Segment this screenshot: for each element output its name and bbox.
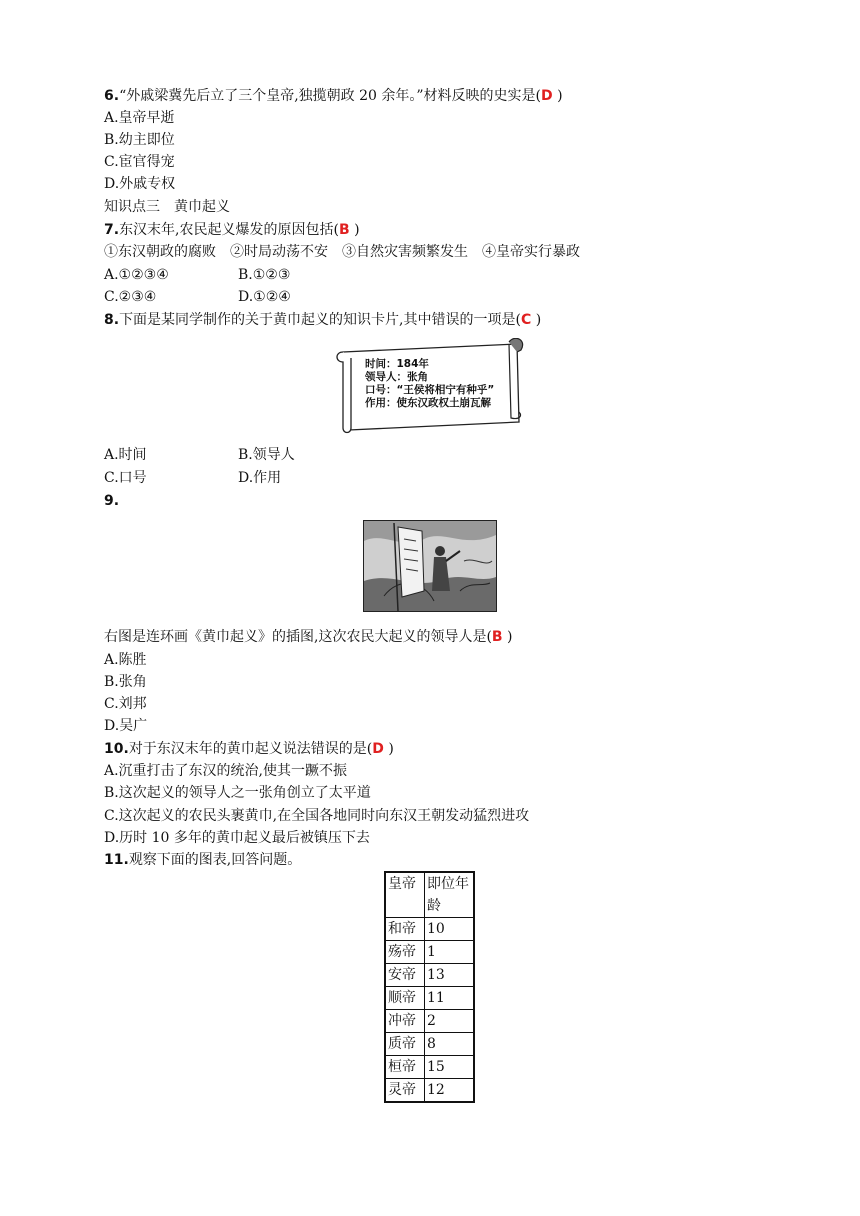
card-line-slogan: 口号：“王侯将相宁有种乎” bbox=[365, 384, 495, 396]
emperor-name-cell: 和帝 bbox=[385, 918, 425, 941]
table-row bbox=[385, 987, 474, 1010]
emperor-name-cell: 灵帝 bbox=[385, 1079, 425, 1103]
question-number: 8. bbox=[104, 312, 120, 328]
option-d: D.①②④ bbox=[238, 289, 291, 305]
table-row bbox=[385, 1079, 474, 1103]
option-a: A.时间 bbox=[104, 447, 147, 463]
option-c: C.宦官得宠 bbox=[104, 154, 175, 170]
card-line-time: 时间：184年 bbox=[365, 358, 429, 370]
option-b: B.张角 bbox=[104, 674, 147, 690]
option-c: C.口号 bbox=[104, 470, 147, 486]
option-b: B.这次起义的领导人之一张角创立了太平道 bbox=[104, 785, 371, 801]
question-number: 11. bbox=[104, 852, 129, 868]
question-9: 右图是连环画《黄巾起义》的插图,这次农民大起义的领导人是(B ) bbox=[104, 629, 513, 645]
emperor-name-cell: 质帝 bbox=[385, 1033, 425, 1056]
question-number: 7. bbox=[104, 222, 120, 238]
answer-mark: D bbox=[541, 88, 553, 104]
question-stem: 对于东汉末年的黄巾起义说法错误的是( bbox=[128, 741, 373, 757]
question-10: 10.对于东汉末年的黄巾起义说法错误的是(D ) bbox=[104, 741, 394, 757]
table-header-cell: 皇帝 bbox=[385, 872, 425, 918]
option-a: A.①②③④ bbox=[104, 267, 169, 283]
table-row bbox=[385, 1033, 474, 1056]
table-row bbox=[385, 941, 474, 964]
question-7: 7.东汉末年,农民起义爆发的原因包括(B ) bbox=[104, 222, 360, 238]
table-row bbox=[385, 1056, 474, 1079]
emperor-name-cell: 桓帝 bbox=[385, 1056, 425, 1079]
question-number: 10. bbox=[104, 741, 129, 757]
answer-mark: B bbox=[338, 222, 350, 238]
section-heading: 知识点三 黄巾起义 bbox=[104, 199, 230, 215]
option-d: D.作用 bbox=[238, 470, 282, 486]
question-6: 6.“外戚梁冀先后立了三个皇帝,独揽朝政 20 余年。”材料反映的史实是(D ) bbox=[104, 88, 563, 104]
question-8: 8.下面是某同学制作的关于黄巾起义的知识卡片,其中错误的一项是(C ) bbox=[104, 312, 542, 328]
statements: ①东汉朝政的腐败 ②时局动荡不安 ③自然灾害频繁发生 ④皇帝实行暴政 bbox=[104, 244, 580, 260]
accession-age-cell: 10 bbox=[425, 918, 475, 941]
option-b: B.领导人 bbox=[238, 447, 295, 463]
answer-mark: C bbox=[520, 312, 532, 328]
emperor-name-cell: 冲帝 bbox=[385, 1010, 425, 1033]
accession-age-cell: 12 bbox=[425, 1079, 475, 1103]
accession-age-cell: 8 bbox=[425, 1033, 475, 1056]
illustration-drawing bbox=[364, 521, 496, 611]
question-stem: 右图是连环画《黄巾起义》的插图,这次农民大起义的领导人是( bbox=[104, 629, 492, 645]
option-c: C.②③④ bbox=[104, 289, 157, 305]
table-row bbox=[385, 918, 474, 941]
comic-illustration bbox=[363, 520, 497, 612]
emperor-age-table bbox=[384, 871, 475, 1103]
answer-mark: B bbox=[491, 629, 503, 645]
card-line-leader: 领导人：张角 bbox=[365, 371, 428, 383]
option-b: B.幼主即位 bbox=[104, 132, 175, 148]
table-header-row bbox=[385, 872, 474, 918]
accession-age-cell: 13 bbox=[425, 964, 475, 987]
accession-age-cell: 2 bbox=[425, 1010, 475, 1033]
question-11 bbox=[104, 850, 301, 870]
emperor-name-cell: 安帝 bbox=[385, 964, 425, 987]
answer-mark: D bbox=[372, 741, 384, 757]
question-stem: 观察下面的图表,回答问题。 bbox=[128, 852, 302, 868]
emperor-name-cell: 顺帝 bbox=[385, 987, 425, 1010]
accession-age-cell: 15 bbox=[425, 1056, 475, 1079]
option-a: A.陈胜 bbox=[104, 652, 147, 668]
option-a: A.皇帝早逝 bbox=[104, 110, 175, 126]
table-row bbox=[385, 964, 474, 987]
question-stem: 下面是某同学制作的关于黄巾起义的知识卡片,其中错误的一项是( bbox=[119, 312, 521, 328]
question-9-number: 9. bbox=[104, 493, 120, 509]
knowledge-card bbox=[333, 338, 529, 436]
option-b: B.①②③ bbox=[238, 267, 291, 283]
option-d: D.历时 10 多年的黄巾起义最后被镇压下去 bbox=[104, 830, 370, 846]
emperor-name-cell: 殇帝 bbox=[385, 941, 425, 964]
option-c: C.这次起义的农民头裹黄巾,在全国各地同时向东汉王朝发动猛烈进攻 bbox=[104, 808, 530, 824]
question-stem: “外戚梁冀先后立了三个皇帝,独揽朝政 20 余年。”材料反映的史实是( bbox=[119, 88, 542, 104]
option-d: D.外戚专权 bbox=[104, 176, 176, 192]
accession-age-cell: 1 bbox=[425, 941, 475, 964]
question-number: 6. bbox=[104, 88, 120, 104]
table-header-cell: 即位年龄 bbox=[425, 872, 475, 918]
option-a: A.沉重打击了东汉的统治,使其一蹶不振 bbox=[104, 763, 348, 779]
accession-age-cell: 11 bbox=[425, 987, 475, 1010]
card-line-effect: 作用：使东汉政权土崩瓦解 bbox=[365, 397, 491, 409]
option-d: D.吴广 bbox=[104, 718, 148, 734]
question-stem: 东汉末年,农民起义爆发的原因包括( bbox=[119, 222, 339, 238]
table-row bbox=[385, 1010, 474, 1033]
option-c: C.刘邦 bbox=[104, 696, 147, 712]
